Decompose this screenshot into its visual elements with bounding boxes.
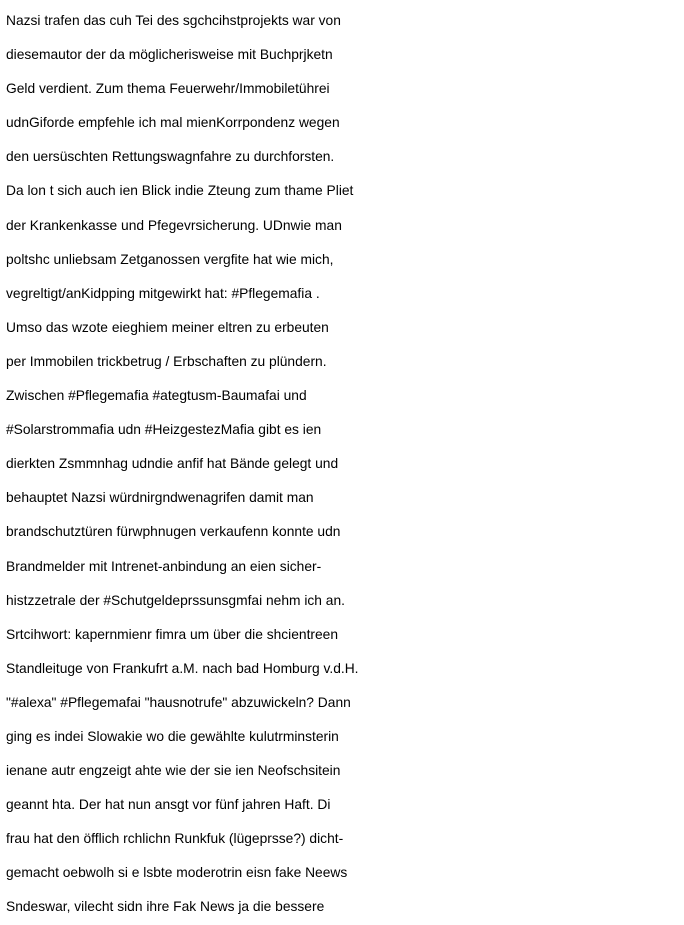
text-line: per Immobilen trickbetrug / Erbschaften zu plündern. <box>6 353 327 369</box>
text-line: der Krankenkasse und Pfegevrsicherung. UDnwie man <box>6 217 342 233</box>
text-line: vegreltigt/anKidpping mitgewirkt hat: #Pflegemafia . <box>6 285 320 301</box>
text-line: brandschutztüren fürwphnugen verkaufenn konnte udn <box>6 524 341 540</box>
text-line: dierkten Zsmmnhag udndie anfif hat Bände gelegt und <box>6 456 339 472</box>
text-line: "#alexa" #Pflegemafai "hausnotrufe" abzuwickeln? Dann <box>6 694 351 710</box>
body-text <box>6 4 684 925</box>
text-line: geannt hta. Der hat nun ansgt vor fünf jahren Haft. Di <box>6 797 331 813</box>
text-line: Umso das wzote eieghiem meiner eltren zu erbeuten <box>6 319 329 335</box>
text-line: histzzetrale der #Schutgeldeprssunsgmfai nehm ich an. <box>6 592 345 608</box>
text-line: Geld verdient. Zum thema Feuerwehr/Immobiletührei <box>6 81 330 97</box>
text-line: gemacht oebwolh si e lsbte moderotrin eisn fake Neews <box>6 865 348 881</box>
text-line: Da lon t sich auch ien Blick indie Zteung zum thame Pliet <box>6 183 354 199</box>
text-line: udnGiforde empfehle ich mal mienKorrpondenz wegen <box>6 115 340 131</box>
text-line: Standleituge von Frankufrt a.M. nach bad Homburg v.d.H. <box>6 660 359 676</box>
text-line: Srtcihwort: kapernmienr fimra um über die shcientreen <box>6 626 339 642</box>
text-line: behauptet Nazsi würdnirgndwenagrifen damit man <box>6 490 314 506</box>
text-line: poltshc unliebsam Zetganossen vergfite hat wie mich, <box>6 251 334 267</box>
text-line: diesemautor der da möglicherisweise mit Buchprjketn <box>6 47 333 63</box>
text-line: Sndeswar, vilecht sidn ihre Fak News ja die bessere <box>6 899 325 915</box>
text-line: #Solarstrommafia udn #HeizgestezMafia gibt es ien <box>6 422 322 438</box>
text-line: Brandmelder mit Intrenet-anbindung an eien sicher- <box>6 558 322 574</box>
text-line: ienane autr engzeigt ahte wie der sie ien Neofschsitein <box>6 763 341 779</box>
text-line: frau hat den öfflich rchlichn Runkfuk (lügeprsse?) dicht- <box>6 831 344 847</box>
text-line: Nazsi trafen das cuh Tei des sgchcihstprojekts war von <box>6 13 341 28</box>
text-line: den uersüschten Rettungswagnfahre zu durchforsten. <box>6 149 335 165</box>
text-line: Zwischen #Pflegemafia #ategtusm-Baumafai und <box>6 388 307 404</box>
text-line: ging es indei Slowakie wo die gewählte kulutrminsterin <box>6 728 339 744</box>
